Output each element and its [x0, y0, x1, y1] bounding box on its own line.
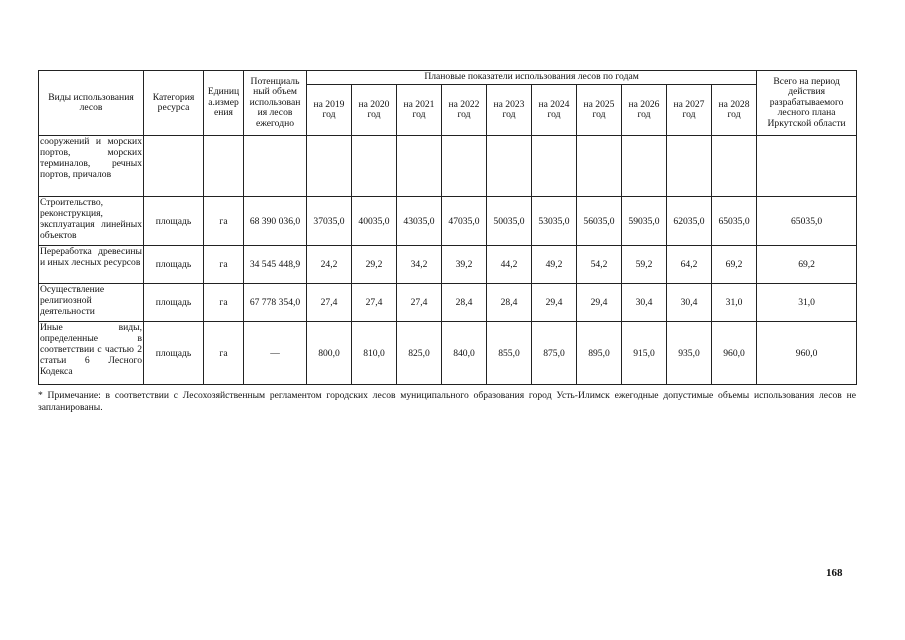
cell-year-value: 59,2 [622, 246, 667, 284]
cell-year-value: 29,2 [352, 246, 397, 284]
table-row [39, 322, 857, 385]
header-year: на 2022 год [442, 85, 487, 136]
cell-potential: 34 545 448,9 [244, 246, 307, 284]
cell-year-value: 44,2 [487, 246, 532, 284]
cell-year-value: 64,2 [667, 246, 712, 284]
cell-year-value: 875,0 [532, 322, 577, 385]
cell-year-value: 29,4 [577, 284, 622, 322]
cell-year-value [622, 136, 667, 197]
cell-year-value [712, 136, 757, 197]
cell-year-value: 47035,0 [442, 197, 487, 246]
header-planned-group: Плановые показатели использования лесов по годам [307, 71, 757, 85]
cell-potential: — [244, 322, 307, 385]
cell-total: 65035,0 [757, 197, 857, 246]
cell-year-value: 800,0 [307, 322, 352, 385]
cell-potential [244, 136, 307, 197]
cell-year-value: 43035,0 [397, 197, 442, 246]
cell-year-value: 50035,0 [487, 197, 532, 246]
cell-category: площадь [144, 284, 204, 322]
cell-category: площадь [144, 322, 204, 385]
cell-year-value [307, 136, 352, 197]
header-year: на 2020 год [352, 85, 397, 136]
cell-unit: га [204, 284, 244, 322]
header-year: на 2023 год [487, 85, 532, 136]
cell-year-value: 54,2 [577, 246, 622, 284]
cell-year-value: 56035,0 [577, 197, 622, 246]
cell-year-value: 30,4 [667, 284, 712, 322]
cell-kind: Переработка древесины и иных лесных ресурсов [39, 246, 144, 284]
cell-total: 960,0 [757, 322, 857, 385]
cell-year-value: 34,2 [397, 246, 442, 284]
header-total: Всего на период действия разрабатываемого лесного плана Иркутской области [757, 71, 857, 136]
cell-year-value: 27,4 [307, 284, 352, 322]
cell-year-value: 840,0 [442, 322, 487, 385]
cell-year-value: 30,4 [622, 284, 667, 322]
header-potential: Потенциаль ный объем использован ия лесов ежегодно [244, 71, 307, 136]
cell-unit: га [204, 197, 244, 246]
cell-year-value: 960,0 [712, 322, 757, 385]
cell-year-value: 37035,0 [307, 197, 352, 246]
cell-year-value [352, 136, 397, 197]
cell-unit: га [204, 322, 244, 385]
cell-year-value: 49,2 [532, 246, 577, 284]
cell-unit: га [204, 246, 244, 284]
cell-year-value: 39,2 [442, 246, 487, 284]
cell-year-value: 27,4 [397, 284, 442, 322]
cell-year-value: 29,4 [532, 284, 577, 322]
page-number: 168 [826, 567, 843, 579]
cell-year-value: 895,0 [577, 322, 622, 385]
cell-year-value: 825,0 [397, 322, 442, 385]
cell-year-value: 810,0 [352, 322, 397, 385]
cell-year-value: 915,0 [622, 322, 667, 385]
cell-year-value [532, 136, 577, 197]
header-year: на 2021 год [397, 85, 442, 136]
header-year: на 2024 год [532, 85, 577, 136]
cell-year-value [442, 136, 487, 197]
cell-total [757, 136, 857, 197]
cell-year-value: 28,4 [487, 284, 532, 322]
cell-year-value: 27,4 [352, 284, 397, 322]
cell-year-value: 40035,0 [352, 197, 397, 246]
cell-year-value: 935,0 [667, 322, 712, 385]
cell-year-value: 53035,0 [532, 197, 577, 246]
cell-year-value: 24,2 [307, 246, 352, 284]
table-row [39, 197, 857, 246]
footnote: * Примечание: в соответствии с Лесохозяйственным регламентом городских лесов муниципального образования город Усть-Илимск ежегодные допустимые объемы использования лесов не запланированы. [38, 390, 856, 413]
cell-potential: 68 390 036,0 [244, 197, 307, 246]
header-unit: Единиц а.измер ения [204, 71, 244, 136]
header-year: на 2019 год [307, 85, 352, 136]
header-year: на 2026 год [622, 85, 667, 136]
header-year: на 2028 год [712, 85, 757, 136]
cell-year-value: 31,0 [712, 284, 757, 322]
cell-kind: Иные виды, определенные в соответствии с частью 2 статьи 6 Лесного Кодекса [39, 322, 144, 385]
cell-unit [204, 136, 244, 197]
cell-category: площадь [144, 197, 204, 246]
cell-year-value: 69,2 [712, 246, 757, 284]
cell-year-value: 62035,0 [667, 197, 712, 246]
cell-total: 69,2 [757, 246, 857, 284]
table-row [39, 246, 857, 284]
cell-year-value: 59035,0 [622, 197, 667, 246]
forest-use-table [38, 70, 857, 385]
header-year: на 2025 год [577, 85, 622, 136]
cell-year-value [397, 136, 442, 197]
cell-year-value [487, 136, 532, 197]
cell-potential: 67 778 354,0 [244, 284, 307, 322]
cell-year-value: 28,4 [442, 284, 487, 322]
cell-year-value: 855,0 [487, 322, 532, 385]
cell-year-value: 65035,0 [712, 197, 757, 246]
cell-kind: сооружений и морских портов, морских терминалов, речных портов, причалов [39, 136, 144, 197]
table-row [39, 136, 857, 197]
table-row [39, 284, 857, 322]
cell-kind: Осуществление религиозной деятельности [39, 284, 144, 322]
cell-total: 31,0 [757, 284, 857, 322]
cell-category: площадь [144, 246, 204, 284]
cell-category [144, 136, 204, 197]
header-year: на 2027 год [667, 85, 712, 136]
cell-kind: Строительство, реконструкция, эксплуатация линейных объектов [39, 197, 144, 246]
header-kind: Виды использования лесов [39, 71, 144, 136]
cell-year-value [577, 136, 622, 197]
cell-year-value [667, 136, 712, 197]
header-category: Категория ресурса [144, 71, 204, 136]
